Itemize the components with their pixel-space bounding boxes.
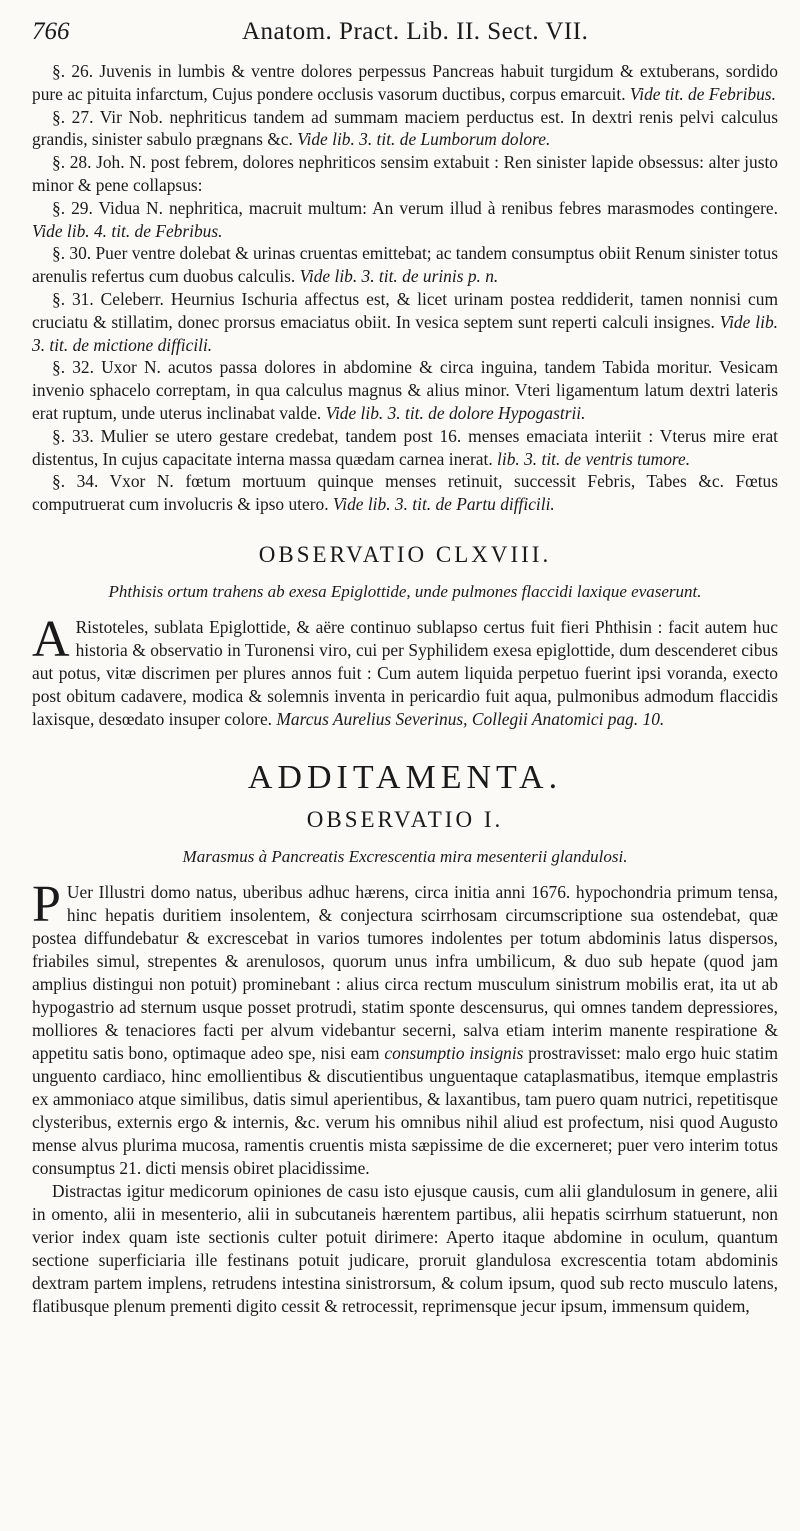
section-heading: ADDITAMENTA. [247,758,563,796]
case-item: §. 28. Joh. N. post febrem, dolores nephriticos sensim extabuit : Ren sinister lapide obsessus: alter justo minor & pene collapsus: [32,152,778,195]
observation-body: Distractas igitur medicorum opiniones de casu isto ejusque causis, cum alii glandulosum in genere, alii in omento, alii in mesenterio, alii in subcutaneis hærentem partibus, alii hepatis scirrhum statuerunt, non verior index quam iste sectionis culter potuit dirimere: Aperto itaque abdomine in oculum, quantum sectione superficiaria ille festinans potuit judicare, proruit glandulosa excrescentia totam abdominis dextram partem implens, retrudens intestina sinistrorsum, & colum ipsum, quod sub recto musculo latens, flatibusque plenum prementi digito cessit & retrocessit, reprimensque jecur ipsum, immensum quidem, [32,1180,778,1316]
case-item: §. 30. Puer ventre dolebat & urinas cruentas emittebat; ac tandem consumptus obiit Renum sinister totus arenulis refertus cum duobus calculis. Vide lib. 3. tit. de urinis p. n. [32,243,778,287]
observation-title: OBSERVATIO CLXVIII. [258,541,552,567]
case-item: §. 29. Vidua N. nephritica, macruit multum: An verum illud à renibus febres marasmodes contingere. Vide lib. 4. tit. de Febribus. [32,197,778,241]
observation-body: A Ristoteles, sublata Epiglottide, & aëre continuo sublapso certus fuit fieri Phthisin : facit autem huc historia & observatio in Turonensi viro, cui per Syphilidem exesa epiglottide, dum descenderet cibus aut potus, vitæ discrimen per plures annos fuit : Cum autem liquida perpetuo fuerint ipsi voranda, execto post obitum cadavere, modica & solemnis inventa in pericardio fuit aqua, pulmonibus admodum flaccidis laxisque, desœdato insuper colore. Marcus Aurelius Severinus, Collegii Anatomici pag. 10. [32,610,778,729]
case-item: §. 34. Vxor N. fœtum mortuum quinque menses retinuit, successit Febris, Tabes &c. Fœtus computruerat cum involucris & ipso utero. Vide lib. 3. tit. de Partu difficili. [32,471,778,515]
observation-body: P Uer Illustri domo natus, uberibus adhuc hærens, circa initia anni 1676. hypochondria primum tensa, hinc hepatis duritiem insolentem, & conjectura scirrhosam circumscriptione sua ostendebat, quæ postea diffundebatur & excrescebat in varios tumores indolentes per totum abdominis latus dispersos, friabiles simul, strepentes & arenulosos, quorum unus infra umbilicum, & duo sub hepate (quod jam amplius distingui non potuit) prominebant : alius circa rectum musculum sinistrum mobilis erat, ita ut ab hypogastrio ad sternum usque posset protrudi, statim sponte descensurus, qui omnes tandem depressiores, molliores & tenaciores facti per alvum videbantur secerni, salva etiam interim manente respiratione & appetitu satis bono, optimaque adeo spe, nisi eam consumptio insignis prostravisset: malo ergo huic statim unguento cardiaco, hinc emollientibus & discutientibus unguentaque cataplasmatibus, itemque emplastris ex ammoniaco atque similibus, datis simul aperientibus, & laxantibus, tam puero quam nutrici, repetitisque clysteribus, externis ergo & internis, &c. verum his omnibus nihil aliud est profectum, nisi quod Augusto mense alvus plurima mucosa, ramentis cruentis mista sæpissime de die excerneret; puer vero interim totus consumptus 21. dicti mensis obiret placidissime. [32,875,779,1178]
observation-subtitle: Phthisis ortum trahens ab exesa Epiglottide, unde pulmones flaccidi laxique evaserunt. [108,581,702,601]
page-header [32,18,778,56]
case-item: §. 31. Celeberr. Heurnius Ischuria affectus est, & licet urinam postea reddiderit, tamen nonnisi cum cruciatu & stillatim, donec prorsus emaciatus obiit. In vesica septem sunt reperti calculi insignes. Vide lib. 3. tit. de mictione difficili. [32,288,778,355]
page-number: 766 [32,18,70,45]
case-item: §. 26. Juvenis in lumbis & ventre dolores perpessus Pancreas habuit turgidum & extuberans, sordido pure ac pituita infarctum, Cujus pondere occlusis vasorum ductibus, corpus emarcuit. Vide tit. de Febribus. [32,61,778,104]
drop-cap: A [32,610,70,668]
case-item: §. 33. Mulier se utero gestare credebat, tandem post 16. menses emaciata interiit : Vterus mire erat distentus, In cujus capacitate interna massa quædam carnea inerat. lib. 3. tit. de ventris tumore. [32,425,778,469]
drop-cap: P [32,875,61,933]
case-list [32,60,778,516]
case-item: §. 27. Vir Nob. nephriticus tandem ad summam maciem perductus est. In dextri renis pelvi calculus grandis, sinister sabulo prægnans &c. Vide lib. 3. tit. de Lumborum dolore. [32,106,778,150]
running-head: Anatom. Pract. Lib. II. Sect. VII. [242,18,589,45]
observation-subtitle: Marasmus à Pancreatis Excrescentia mira mesenterii glandulosi. [182,846,628,866]
case-item: §. 32. Uxor N. acutos passa dolores in abdomine & circa inguina, tandem Tabida moritur. Vesicam invenio sphacelo correptam, in qua calculus magnus & alius minor. Vteri ligamentum latum dextri lateris erat ruptum, unde uterus inclinabat valde. Vide lib. 3. tit. de dolore Hypogastrii. [32,357,778,423]
observation-title: OBSERVATIO I. [306,806,504,832]
